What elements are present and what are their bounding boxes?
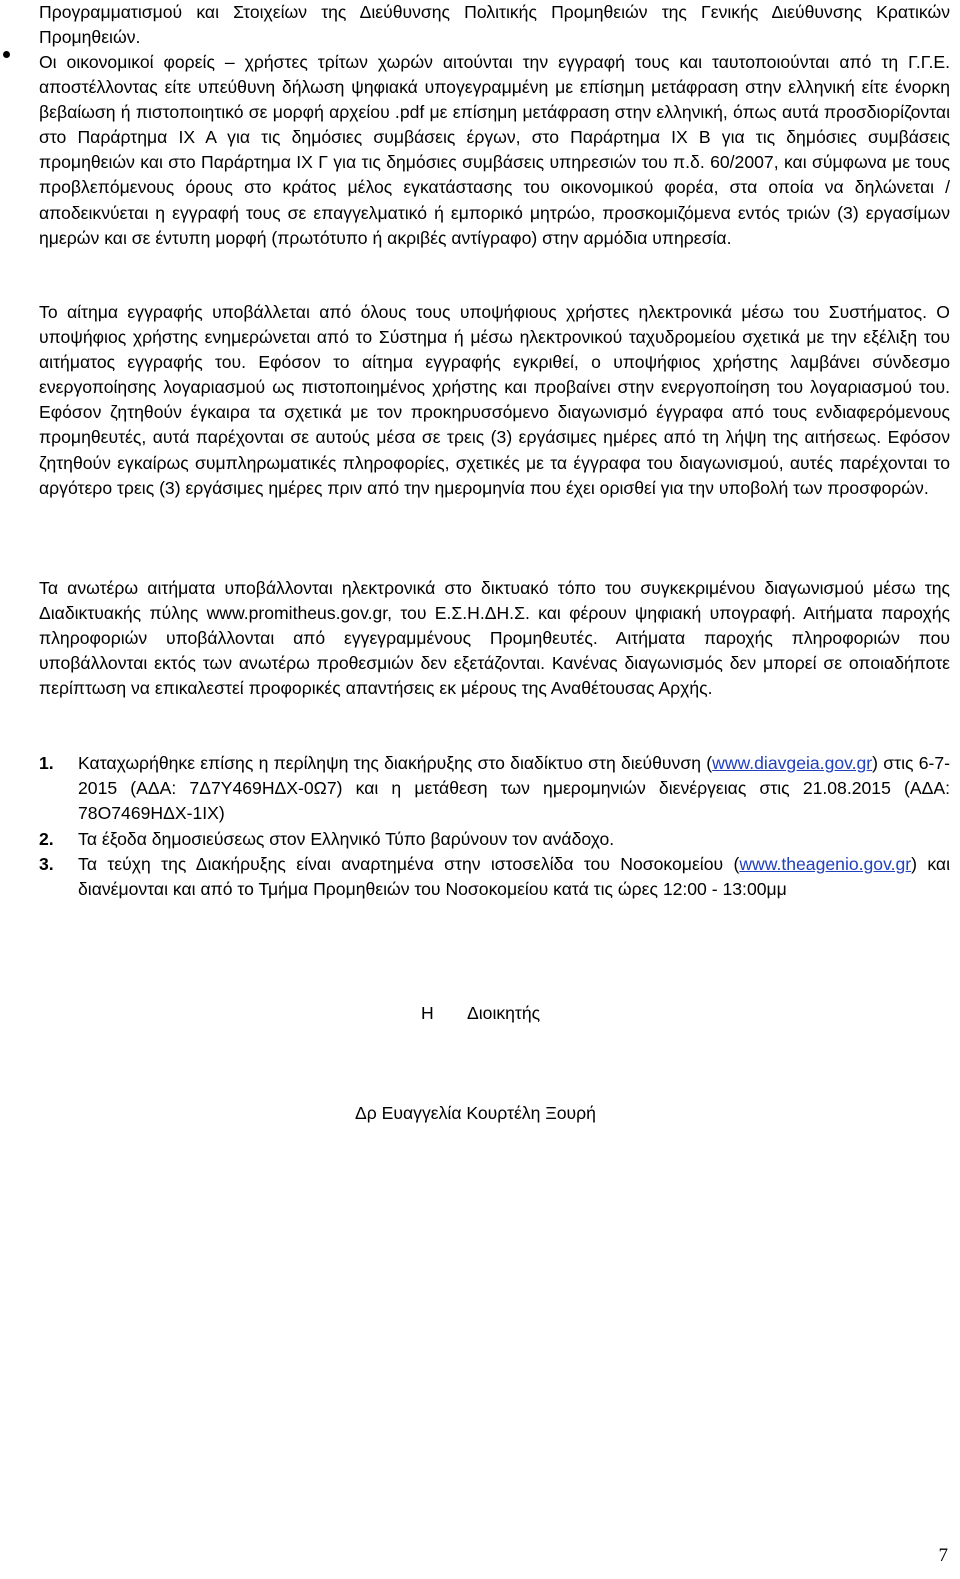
signature-role: Διοικητής <box>467 1003 541 1023</box>
list-text: Καταχωρήθηκε επίσης η περίληψη της διακήρυξης στο διαδίκτυο στη διεύθυνση ( <box>78 753 713 773</box>
diavgeia-link[interactable]: www.diavgeia.gov.gr <box>712 753 873 773</box>
list-text: ) και διανέμονται και από το Τμήμα Προμηθειών του Νοσοκομείου κατά τις ώρες 12:00 - 13:00μμ <box>78 854 950 900</box>
page-number: 7 <box>938 1545 948 1566</box>
bullet-paragraph: Οι οικονομικοί φορείς – χρήστες τρίτων χωρών αιτούνται την εγγραφή τους και ταυτοποιούνται από τη Γ.Γ.Ε. αποστέλλοντας είτε υπεύθυνη δήλωση ψηφιακά υπογεγραμμένη με επίσημη μετάφραση στην ελληνική είτε ένορκη βεβαίωση ή πιστοποιητικό σε μορφή αρχείου .pdf με επίσημη μετάφραση στην ελληνική, όπως αυτά προσδιορίζονται στο Παράρτημα ΙΧ Α για τις δημόσιες συμβάσεις έργων, στο Παράρτημα ΙΧ Β για τις δημόσιες συμβάσεις προμηθειών και στο Παράρτημα ΙΧ Γ για τις δημόσιες συμβάσεις υπηρεσιών του π.δ. 60/2007, και σύμφωνα με τους προβλεπόμενους όρους στο κράτος μέλος εγκατάστασης του οικονομικού φορέα, στα οποία να δηλώνεται / αποδεικνύεται η εγγραφή τους σε επαγγελματικό ή εμπορικό μητρώο, προσκομιζόμενα εντός τριών (3) εργασίμων ημερών και σε έντυπη μορφή (πρωτότυπο ή ακριβές αντίγραφο) στην αρμόδια υπηρεσία. <box>39 52 950 248</box>
theagenio-link[interactable]: www.theagenio.gov.gr <box>739 854 912 874</box>
numbered-item-2 <box>78 827 950 852</box>
list-number: 3. <box>39 854 54 874</box>
list-text: Τα τεύχη της Διακήρυξης είναι αναρτημένα στην ιστοσελίδα του Νοσοκομείου ( <box>78 854 740 874</box>
signatory-name: Δρ Ευαγγελία Κουρτέλη Ξουρή <box>355 1103 596 1123</box>
numbered-item-1 <box>78 751 950 826</box>
list-number: 1. <box>39 753 54 773</box>
requests-paragraph: Τα ανωτέρω αιτήματα υποβάλλονται ηλεκτρονικά στο δικτυακό τόπο του συγκεκριμένου διαγωνισμού μέσω της Διαδικτυακής πύλης www.promitheus.gov.gr, του Ε.Σ.Η.ΔΗ.Σ. και φέρουν ψηφιακή υπογραφή. Αιτήματα παροχής πληροφοριών υποβάλλονται από εγγεγραμμένους Προμηθευτές. Αιτήματα παροχής πληροφοριών που υποβάλλονται εκτός των ανωτέρω προθεσμιών δεν εξετάζονται. Κανένας διαγωνισμός δεν μπορεί σε οποιαδήποτε περίπτωση να επικαλεστεί προφορικές απαντήσεις εκ μέρους της Αναθέτουσας Αρχής. <box>39 578 950 699</box>
bullet-icon <box>3 51 10 58</box>
top-continuation-paragraph: Προγραμματισμού και Στοιχείων της Διεύθυνσης Πολιτικής Προμηθειών της Γενικής Διεύθυνσης Κρατικών Προμηθειών. <box>39 2 950 48</box>
list-number: 2. <box>39 829 54 849</box>
list-text: ) στις 6-7-2015 (ΑΔΑ: 7Δ7Υ469ΗΔΧ-0Ω7) και η μετάθεση των ημερομηνιών διενέργειας στις 21.08.2015 (ΑΔΑ: 78Ο7469ΗΔΧ-1ΙΧ) <box>78 753 951 824</box>
numbered-item-3 <box>78 852 950 902</box>
signature-article: Η <box>421 1003 434 1023</box>
list-text: Τα έξοδα δημοσιεύσεως στον Ελληνικό Τύπο βαρύνουν τον ανάδοχο. <box>78 829 615 849</box>
registration-paragraph: Το αίτημα εγγραφής υποβάλλεται από όλους τους υποψήφιους χρήστες ηλεκτρονικά μέσω του Συστήματος. Ο υποψήφιος χρήστης ενημερώνεται από το Σύστημα ή μέσω ηλεκτρονικού ταχυδρομείου σχετικά με την εξέλιξη του αιτήματος εγγραφής του. Εφόσον το αίτημα εγγραφής εγκριθεί, ο υποψήφιος χρήστης λαμβάνει σύνδεσμο ενεργοποίησης λογαριασμού ως πιστοποιημένος χρήστης και προβαίνει στην ενεργοποίηση του λογαριασμού του. Εφόσον ζητηθούν έγκαιρα τα σχετικά με τον προκηρυσσόμενο διαγωνισμό έγγραφα από τους ενδιαφερόμενους προμηθευτές, αυτά παρέχονται σε αυτούς μέσα σε τρεις (3) εργάσιμες ημέρες από τη λήψη της αιτήσεως. Εφόσον ζητηθούν εγκαίρως συμπληρωματικές πληροφορίες, σχετικές με τα έγγραφα του διαγωνισμού, αυτές παρέχονται το αργότερο τρεις (3) εργάσιμες ημέρες πριν από την ημερομηνία που έχει ορισθεί για την υποβολή των προσφορών. <box>39 302 950 498</box>
